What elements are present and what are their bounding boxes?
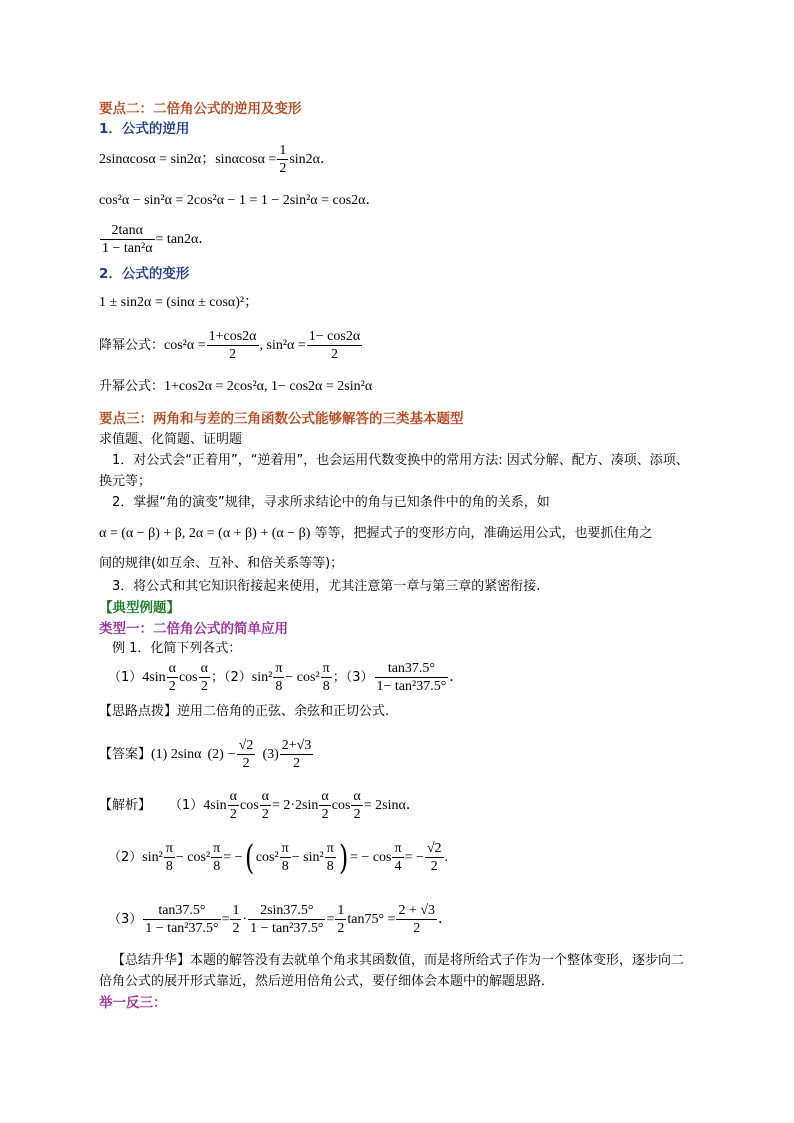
section2-title: 要点二：二倍角公式的逆用及变形 bbox=[99, 101, 302, 117]
sol3-text: = bbox=[326, 911, 335, 927]
solution-3 bbox=[108, 902, 452, 937]
formula-inverse-sin bbox=[99, 142, 334, 177]
fraction: $\frac{1}{2}$ bbox=[232, 903, 240, 936]
sol1-text: = 2·2sin bbox=[272, 797, 319, 813]
fraction: $\frac{1}{2}$ bbox=[337, 903, 345, 936]
solution-1 bbox=[99, 788, 420, 823]
formula-text: 2sinαcosα = sin2α；sinαcosα = bbox=[99, 151, 277, 167]
right-paren: ) bbox=[338, 837, 349, 878]
sol2-text: cos² bbox=[255, 849, 279, 865]
fraction: $\frac{\tan 37.5^\circ}{\text{1− tan²37.5°}}$ bbox=[376, 661, 447, 694]
hint: 【思路点拨】逆用二倍角的正弦、余弦和正切公式. bbox=[99, 704, 390, 719]
formula-variant: 1 ± sin2α = (sinα ± cosα)²； bbox=[99, 295, 259, 310]
formula-text: cos²α = bbox=[164, 337, 206, 353]
fraction: $\frac{\pi}{8}$ bbox=[281, 841, 289, 874]
sol2-label: （2） bbox=[108, 849, 143, 865]
sol2-text: . bbox=[444, 849, 449, 865]
q1-text: cos bbox=[178, 669, 198, 685]
fraction: $\frac{\pi}{8}$ bbox=[213, 841, 221, 874]
summary-line1: 【总结升华】本题的解答没有去就单个角求其函数值，而是将所给式子作为一个整体变形，逐步向二 bbox=[112, 953, 685, 968]
q2-label: ；（2） bbox=[210, 669, 252, 685]
fraction: $\frac{\pi}{8}$ bbox=[326, 841, 334, 874]
sol3-label: （3） bbox=[108, 911, 143, 927]
section3-line1: 求值题、化简题、证明题 bbox=[99, 432, 243, 447]
sol2-text: = − cos bbox=[350, 849, 392, 865]
section3-line7: 3．将公式和其它知识衔接起来使用，尤其注意第一章与第三章的紧密衔接. bbox=[112, 579, 541, 594]
fraction: $\frac{2\sin 37.5^\circ}{\text{1 − tan²37.5°}}$ bbox=[250, 903, 324, 936]
sol2-text: sin² bbox=[142, 849, 163, 865]
answer-2-label: (2) bbox=[207, 746, 224, 762]
section2-sub2: 2．公式的变形 bbox=[99, 266, 190, 282]
fraction: $\frac{\pi}{8}$ bbox=[275, 661, 283, 694]
section3-title: 要点三：两角和与差的三角函数公式能够解答的三类基本题型 bbox=[99, 411, 464, 427]
fraction: $\frac{\alpha}{2}$ bbox=[168, 661, 176, 694]
left-paren: ( bbox=[244, 837, 254, 878]
fraction: $\frac{√2}{2}$ bbox=[238, 738, 254, 771]
fraction: $\frac{\alpha}{2}$ bbox=[200, 661, 208, 694]
q1-label: （1） bbox=[108, 669, 143, 685]
formula-inverse-tan bbox=[99, 222, 212, 257]
summary-line2: 倍角公式的展开形式靠近，然后逆用倍角公式，要仔细体会本题中的解题思路． bbox=[99, 974, 555, 989]
sol3-text: tan75° = bbox=[347, 911, 396, 927]
fraction: $\frac{1+\cos 2\alpha}{2}$ bbox=[208, 329, 257, 362]
section3-line2: 1．对公式会“正着用”，“逆着用”，也会运用代数变换中的常用方法: 因式分解、配方、凑项、添项、 bbox=[112, 453, 689, 468]
section3-line3: 换元等； bbox=[99, 474, 152, 489]
section3-line6: 间的规律(如互余、互补、和倍关系等等)； bbox=[99, 556, 344, 571]
fraction: $\frac{2+√3}{2}$ bbox=[281, 738, 312, 771]
sol2-text: = − bbox=[404, 849, 424, 865]
formula-text: , sin²α = bbox=[259, 337, 306, 353]
section3-line4: 2．掌握“角的演变”规律，寻求所求结论中的角与已知条件中的角的关系，如 bbox=[112, 495, 550, 510]
examples-header: 【典型例题】 bbox=[99, 600, 180, 616]
example1-questions bbox=[108, 660, 463, 695]
q2-text: − cos² bbox=[285, 669, 320, 685]
formula-label: 降幂公式： bbox=[99, 337, 165, 353]
fraction: $\frac{\alpha}{2}$ bbox=[229, 789, 237, 822]
answer-2-sign: − bbox=[227, 746, 236, 762]
fraction: $\frac{\pi}{4}$ bbox=[394, 841, 402, 874]
fraction: $\frac{\alpha}{2}$ bbox=[261, 789, 269, 822]
angle-formula: α = (α − β) + β, 2α = (α + β) + (α − β) bbox=[99, 526, 311, 541]
formula-text: sin2α． bbox=[289, 151, 334, 167]
sol1-text: = 2sinα． bbox=[363, 797, 420, 813]
section3-line5 bbox=[99, 524, 653, 543]
answer-label: 【答案】 bbox=[99, 746, 152, 762]
fraction: $\frac{\tan 37.5^\circ}{\text{1 − tan²37.5°}}$ bbox=[145, 903, 219, 936]
formula-text: = tan2α． bbox=[155, 231, 213, 247]
formula-label: 升幂公式： bbox=[99, 379, 165, 394]
fraction: $\frac{\alpha}{2}$ bbox=[353, 789, 361, 822]
fraction: $\frac{2 + √3}{2}$ bbox=[398, 903, 436, 936]
fraction: $\frac{2\tan\alpha}{\text{1 − tan²α}}$ bbox=[102, 223, 153, 256]
practice-heading: 举一反三： bbox=[99, 995, 167, 1011]
period: ． bbox=[449, 669, 464, 685]
formula-inverse-cos: cos²α − sin²α = 2cos²α − 1 = 1 − 2sin²α = cos2α． bbox=[99, 193, 380, 208]
solution-label: 【解析】 bbox=[99, 797, 152, 813]
answer bbox=[99, 737, 314, 772]
fraction: $\frac{√2}{2}$ bbox=[426, 841, 442, 874]
sol1-label: （1） bbox=[169, 797, 204, 813]
section3-line5-text: 等等，把握式子的变形方向，准确运用公式，也要抓住角之 bbox=[310, 526, 653, 541]
answer-1: (1) 2sinα bbox=[151, 746, 202, 762]
sol3-text: = bbox=[221, 911, 230, 927]
sol3-text: ． bbox=[438, 911, 453, 927]
formula-text: 1+cos2α = 2cos²α, 1− cos2α = 2sin²α bbox=[164, 379, 373, 394]
solution-2 bbox=[108, 837, 449, 878]
sol3-text: · bbox=[242, 911, 248, 927]
q3-label: ；（3） bbox=[332, 669, 374, 685]
section2-sub1: 1．公式的逆用 bbox=[99, 121, 190, 137]
fraction: $\frac{1- \cos 2\alpha}{2}$ bbox=[308, 329, 361, 362]
sol2-text: − sin² bbox=[291, 849, 324, 865]
type1-title: 类型一：二倍角公式的简单应用 bbox=[99, 621, 288, 637]
fraction: $\frac{1}{2}$ bbox=[279, 143, 287, 176]
sol1-text: cos bbox=[239, 797, 259, 813]
q2-text: sin² bbox=[251, 669, 273, 685]
formula-raise-power bbox=[99, 378, 372, 396]
fraction: $\frac{\alpha}{2}$ bbox=[321, 789, 329, 822]
q1-text: 4sin bbox=[142, 669, 166, 685]
sol1-text: cos bbox=[331, 797, 351, 813]
example1-title: 例 1．化简下列各式： bbox=[112, 641, 242, 656]
formula-reduce-power bbox=[99, 328, 363, 363]
fraction: $\frac{\pi}{8}$ bbox=[322, 661, 330, 694]
fraction: $\frac{\pi}{8}$ bbox=[165, 841, 173, 874]
sol1-text: 4sin bbox=[203, 797, 227, 813]
answer-3-label: (3) bbox=[262, 746, 279, 762]
sol2-text: − cos² bbox=[175, 849, 211, 865]
sol2-text: = − bbox=[223, 849, 243, 865]
